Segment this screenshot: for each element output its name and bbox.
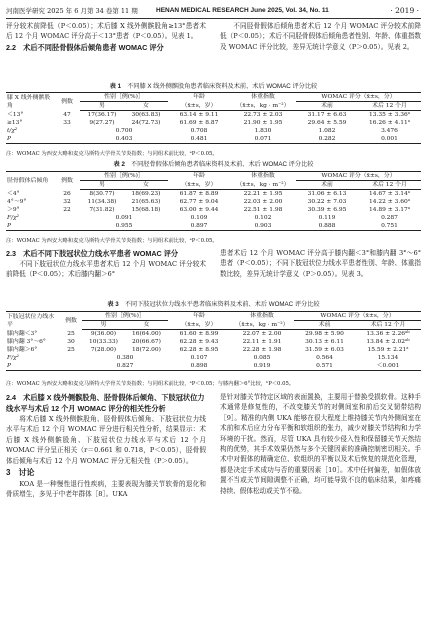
table1-number: 表 1 [109,83,122,90]
section-2-4-heading: 2.4 术后膝 X 线外侧髌股角、胫骨假体后倾角、下肢冠状位力线水平与术后 12 个月 WOMAC 评分的相关性分析 [6,393,205,413]
table-cell-age: 0.708 [190,128,208,134]
table2-header-bmi-unit: （x̄±s，kg · m⁻²） [230,181,296,190]
table-cell-n: 22 [63,207,71,213]
table-cell-n: 26 [63,190,71,197]
table-cell-m: 0.955 [80,222,168,231]
table2-header-female: 女 [124,181,168,190]
table-cell-age: 0.898 [168,362,230,371]
table-cell-m: 17(36.17) [87,112,117,118]
table-cell-g: F/χ² [7,355,20,361]
table-cell-f: 18(72.00) [132,347,161,353]
table-cell-pre: 0.571 [294,362,355,371]
table-cell-m: 8(30.77) [89,191,115,197]
table-row [6,198,421,206]
table2 [6,171,421,231]
table1-header-womac: WOMAC 评分（x̄±s，分） [296,93,421,102]
table-cell-pre: 0.119 [318,215,336,221]
table-row [6,206,421,214]
section-3-heading: 3 讨论 [6,468,35,478]
table1-header-age: 年龄 [168,93,230,102]
paragraph-table1-result: 评分较术前降低（P＜0.05）；术后膝 X 线外侧髌股角≥13°患者术后 12 个月 WOMAC 评分高于＜13°患者（P＜0.05）。见表 1。 [6,22,206,41]
table-cell-f: 16(64.00) [132,331,161,337]
table-cell-age: 61.60 ± 8.99 [179,331,219,337]
table-cell-bmi: 1.830 [254,128,272,134]
table1 [6,92,421,144]
table-cell-bmi: 22.07 ± 2.00 [242,331,282,337]
table-cell-age: 62.28 ± 8.95 [179,347,219,353]
table-cell-post: 13.36 ± 2.26ᵃᵇ [366,331,410,337]
table1-header-pre: 术前 [296,102,358,111]
table-cell-n: 32 [63,199,71,205]
table-cell-age: 62.77 ± 9.04 [179,199,219,205]
table-cell-n: 47 [63,111,71,118]
table-cell-pre: 1.082 [318,128,336,134]
table-cell-age: 62.28 ± 9.43 [179,339,219,345]
table2-header-age: 年龄 [168,172,230,181]
table1-header-female: 女 [124,102,168,111]
table-cell-pre: 30.39 ± 6.95 [307,207,347,213]
table2-body [6,190,421,231]
table-row [6,190,421,199]
table-cell-pre: 0.564 [316,355,333,361]
table-cell-n [54,222,80,231]
left-column-bottom [6,392,206,500]
table-cell-g: ＜4° [7,190,20,197]
table2-header-bmi: 体重指数 [230,172,296,181]
table3-header-age: 年龄 [168,312,230,321]
page-number: · 2019 · [390,6,419,15]
table3-header-female: 女 [125,321,168,330]
table3-header-womac: WOMAC 评分（x̄±s，分） [294,312,421,321]
table-cell-post: 14.67 ± 3.14ᵃ [369,191,410,197]
paragraph-discussion-intro: KOA 是一种慢性退行性疾病，主要表现为膝关节软骨的退化和骨质增生，多见于中老年群体［8］。UKA [6,480,206,499]
paragraph-table3-result: 患者术后 12 个月 WOMAC 评分高于膝内翻＜3°和膝内翻 3°～6°患者（P＜0.05）；不同下肢冠状位力线水平患者性别、年龄、体重指数比较，差异无统计学意义（P＞0.05）。见表 3。 [220,249,421,278]
table-cell-age: 63.00 ± 9.44 [179,207,219,213]
table1-header-group: 膝 X 线外侧髌股角 [6,93,54,111]
table2-header-sex: 性别［例(%)］ [80,172,168,181]
table3-header-age-unit: （x̄±s，岁） [168,321,230,330]
table-row [6,214,421,222]
table-cell-bmi: 0.071 [230,135,296,144]
table-cell-g: 膝内翻 3°～6° [7,339,46,345]
table1-body [6,111,421,144]
table-cell-g: P [6,135,54,144]
table3-title: 不同下肢冠状位力线水平患者临床资料及术前、术后 WOMAC 评分比较 [124,301,320,308]
table-cell-m: 0.380 [116,355,134,361]
right-column-bottom [220,392,421,496]
table-row [6,354,421,362]
table-cell-f: 20(66.67) [132,339,161,345]
table2-header-post: 术后 12 个月 [358,181,421,190]
table-cell-post: 14.22 ± 3.60ᵃ [369,199,410,205]
table-cell-age: 61.69 ± 8.87 [179,120,219,126]
table-cell-bmi: 22.03 ± 2.00 [243,199,283,205]
table-cell-g: F/χ² [7,215,20,221]
table2-caption [6,160,421,169]
table-row [6,330,421,339]
table-cell-bmi: 0.085 [253,355,271,361]
table-cell-m: 0.091 [115,215,133,221]
table-row [6,119,421,127]
table-cell-age: 61.87 ± 8.89 [179,191,219,197]
table-row [6,135,421,144]
table-cell-n [54,135,80,144]
table-cell-post: 15.59 ± 2.21ᵃ [367,347,409,353]
table2-header-age-unit: （x̄±s，岁） [168,181,230,190]
table-cell-n: 25 [67,330,75,337]
table-cell-post: 15.134 [377,355,399,361]
table-row [6,346,421,354]
table-cell-pre: 31.06 ± 6.13 [307,191,347,197]
table-cell-post: 0.287 [381,215,398,221]
table-cell-post: 13.35 ± 3.36ᵃ [369,112,410,118]
table2-header-womac: WOMAC 评分（x̄±s，分） [296,172,421,181]
table-cell-g: ＜13° [7,111,24,118]
table-cell-g: P [6,222,54,231]
table-cell-g: 4°～9° [7,199,27,205]
table-cell-post: 13.84 ± 2.02ᵃᵇ [366,339,410,345]
table-cell-age: 63.14 ± 9.11 [179,112,219,118]
table-cell-m: 0.403 [80,135,168,144]
table3-header-pre: 术前 [294,321,355,330]
table-cell-post: 16.26 ± 4.11ᵃ [369,120,410,126]
paragraph-correlation: 将术后膝 X 线外侧髌股角、胫骨假体后倾角、下肢冠状位力线水平与术后 12 个月 WOMAC 评分进行相关性分析，结果显示：术后膝 X 线外侧髌股角、下肢冠状位力线水平与术后 12 个月 WOMAC 评分呈正相关（r＝0.661 和 0.718，P＜0.05），胫骨假体后倾角与术后 12 个月 WOMAC 评分无相关性（P＞0.05）。 [6,415,206,465]
table-cell-post: 3.476 [381,128,398,134]
table2-header-group: 胫骨假体后倾角 [6,172,54,190]
table-cell-pre: 29.64 ± 5.59 [307,120,347,126]
table-cell-pre: 0.888 [296,222,358,231]
table-cell-m: 11(34.38) [87,199,117,205]
table-cell-n: 30 [67,339,75,345]
section-2-2-heading: 2.2 术后不同胫骨假体后倾角患者 WOMAC 评分 [6,42,164,52]
table-row [6,111,421,120]
table-cell-post: ＜0.001 [355,362,421,371]
table-cell-bmi: 22.21 ± 1.95 [243,191,283,197]
table-cell-bmi: 0.919 [230,362,294,371]
table-cell-bmi: 0.903 [230,222,296,231]
paragraph-table2-result: 不同胫骨假体后倾角患者术后 12 个月 WOMAC 评分较术前降低（P＜0.05）；术后不同胫骨假体后倾角患者性别、年龄、体重指数及 WOMAC 评分比较，差异无统计学意义（P＞0.05）。见表 2。 [220,22,421,51]
table-row [6,127,421,135]
table-cell-age: 0.481 [168,135,230,144]
table-cell-bmi: 22.11 ± 1.91 [242,339,282,345]
table-cell-pre: 0.282 [296,135,358,144]
table-cell-age: 0.109 [190,215,208,221]
table3-header-n: 例数 [60,312,82,330]
table1-title: 不同膝 X 线外侧髌股角患者临床资料及术前、术后 WOMAC 评分比较 [127,83,318,90]
table1-header-male: 男 [80,102,124,111]
table-cell-pre: 31.59 ± 6.03 [305,347,344,353]
table-cell-f: 18(69.23) [131,191,161,197]
table-cell-n [60,354,82,362]
table3-number: 表 3 [107,301,119,308]
table-cell-m: 7(28.00) [90,347,117,353]
table-cell-pre: 30.22 ± 7.03 [307,199,347,205]
table3-header-post: 术后 12 个月 [355,321,421,330]
table-cell-g: ＞9° [7,207,20,213]
table-cell-post: 0.001 [358,135,421,144]
table-cell-g: 膝内翻＞6° [7,347,38,353]
table-row [6,362,421,371]
paragraph-discussion: 是针对膝关节特定区域的表面置换，主要用于替换受损软骨。这种手术通常是修复性的，不改变膝关节的对侧间室和前后交叉韧带结构［9］。精准的内侧 UKA 能够在很大程度上维持膝关节内外侧间室在术前和术后应力分布平衡和软组织的张力，减少对膝关节结构和力学环境的干扰。然而，尽管 UKA 具有较少侵入性和保留膝关节天然结构的优势，其手术效果仍然与多个关键因素的准确控制密切相关。手术中对假体的精确定位、软组织的平衡以及术后恢复的规范化管理，都是决定手术成功与否的重要因素［10］。术中任何偏差，如假体放置不当或关节间隙调整不正确，均可能导致不良的临床结果，如疼痛持续、假体松动或关节不稳。 [220,393,421,495]
table2-header-male: 男 [80,181,124,190]
table-cell-g: ≥13° [7,120,23,126]
table-cell-f: 24(72.73) [131,120,161,126]
table3-header-sex: 性别［例(%)］ [82,312,168,321]
journal-title-cn: 河南医学研究 2025 年 6 月第 34 卷第 11 期 [6,7,138,15]
table-row [6,338,421,346]
table3-body [6,330,421,371]
table-row [6,222,421,231]
right-column-mid [220,248,421,279]
left-column-mid [6,248,206,280]
table3-caption [6,300,421,309]
table-cell-bmi: 22.51 ± 1.98 [243,207,283,213]
table-cell-m: 9(36.00) [90,331,117,337]
table-cell-n [54,127,80,135]
table-cell-post: 0.751 [358,222,421,231]
table1-header-bmi-unit: （x̄±s，kg · m⁻²） [230,102,296,111]
table-cell-pre: 31.17 ± 6.63 [307,112,347,118]
table1-note: 注：WOMAC 为西安大略和麦克马斯特大学骨关节炎指数；与同组术前比较，ᵃP＜0.05。 [6,151,218,157]
table3-header-group: 下肢冠状位力线水平 [6,312,60,330]
table-cell-n: 33 [63,120,71,126]
table-cell-g: P [6,362,60,371]
running-header [6,4,421,19]
table-cell-pre: 30.13 ± 6.11 [305,339,344,345]
table-cell-post: 14.89 ± 3.17ᵃ [369,207,410,213]
table-cell-age: 0.107 [190,355,208,361]
table1-header-age-unit: （x̄±s，岁） [168,102,230,111]
table-cell-bmi: 22.28 ± 1.98 [242,347,282,353]
table2-title: 不同胫骨假体后倾角患者临床资料及术前、术后 WOMAC 评分比较 [130,161,314,168]
section-2-3-heading: 2.3 术后不同下肢冠状位力线水平患者 WOMAC 评分 [6,249,179,258]
table-cell-m: 7(31.82) [89,207,115,213]
table3-note: 注：WOMAC 为西安大略和麦克马斯特大学骨关节炎指数；与同组术前比较，ᵃP＜0.05；与膝内翻＞6°比较，ᵇP＜0.05。 [6,381,295,387]
table-cell-g: t/χ² [7,128,18,134]
table-cell-f: 21(65.63) [131,199,161,205]
table-cell-bmi: 0.102 [254,215,272,221]
table2-note: 注：WOMAC 为西安大略和麦克马斯特大学骨关节炎指数；与同组术前比较，ᵃP＜0.05。 [6,238,218,244]
table-cell-n: 25 [67,347,75,353]
table-cell-n [60,362,82,371]
table1-header-post: 术后 12 个月 [358,102,421,111]
table3-header-bmi-unit: （x̄±s，kg · m⁻²） [230,321,294,330]
table1-header-n: 例数 [54,93,80,111]
table2-header-n: 例数 [54,172,80,190]
table-cell-bmi: 22.73 ± 2.03 [243,112,283,118]
table3 [6,311,421,371]
table-cell-age: 0.897 [168,222,230,231]
table1-caption [6,82,421,91]
table-cell-m: 10(33.33) [89,339,118,345]
table1-header-sex: 性别［例(%)］ [80,93,168,102]
left-column-top [6,21,206,53]
table-cell-m: 9(27.27) [89,120,115,126]
table3-header-male: 男 [82,321,125,330]
right-column-top [220,21,421,52]
table2-number: 表 2 [113,161,125,168]
table-cell-m: 0.827 [82,362,168,371]
table2-header-pre: 术前 [296,181,358,190]
table-cell-m: 0.700 [115,128,133,134]
table-cell-n [54,214,80,222]
table1-header-bmi: 体重指数 [230,93,296,102]
table-cell-f: 15(68.18) [131,207,161,213]
table3-header-bmi: 体重指数 [230,312,294,321]
table-cell-pre: 29.98 ± 5.90 [305,331,344,337]
table-cell-g: 膝内翻＜3° [7,330,38,337]
paragraph-table3-intro: 不同下肢冠状位力线水平患者术后 12 个月 WOMAC 评分较术前降低（P＜0.05）；术后膝内翻＞6° [6,260,206,279]
table-cell-f: 30(63.83) [131,112,161,118]
journal-title-en: HENAN MEDICAL RESEARCH June 2025, Vol. 34, No. 11 [156,7,329,14]
table-cell-bmi: 21.90 ± 1.95 [243,120,283,126]
